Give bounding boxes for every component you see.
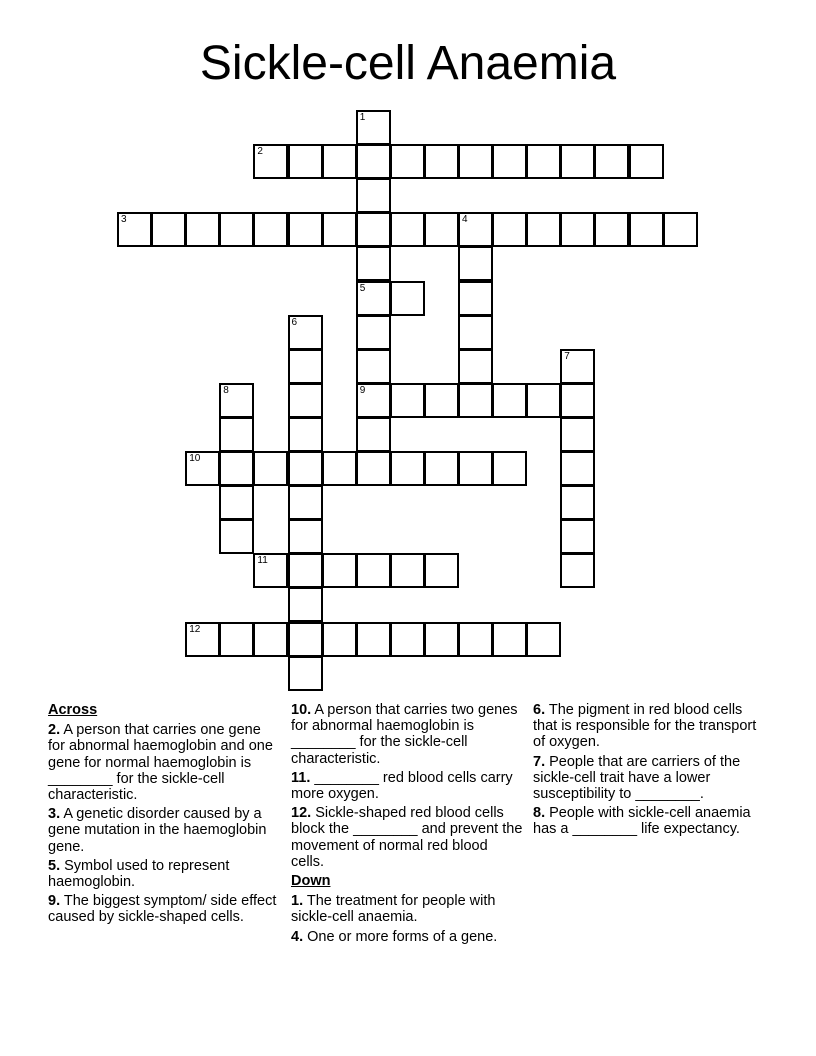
grid-cell[interactable]	[560, 417, 595, 452]
grid-cell[interactable]	[288, 349, 323, 384]
grid-cell[interactable]	[356, 553, 391, 588]
grid-cell[interactable]	[288, 485, 323, 520]
grid-cell[interactable]	[390, 451, 425, 486]
grid-cell[interactable]	[117, 212, 152, 247]
clue-down-1: 1. The treatment for people with sickle-cell anaemia.	[291, 893, 496, 926]
across-heading: Across	[48, 702, 98, 718]
grid-cell[interactable]	[253, 144, 288, 179]
grid-cell[interactable]	[492, 451, 527, 486]
grid-cell[interactable]	[219, 485, 254, 520]
grid-cell[interactable]	[663, 212, 698, 247]
grid-cell[interactable]	[458, 622, 493, 657]
clue-number: 6	[291, 316, 298, 328]
grid-cell[interactable]	[288, 587, 323, 622]
clue-across-10: 10. A person that carries two genes for abnormal haemoglobin is ________ for the sickle-cell characteristic.	[291, 702, 518, 767]
grid-cell[interactable]	[356, 315, 391, 350]
grid-cell[interactable]	[458, 281, 493, 316]
grid-cell[interactable]	[356, 451, 391, 486]
grid-cell[interactable]	[288, 622, 323, 657]
grid-cell[interactable]	[458, 383, 493, 418]
grid-cell[interactable]	[356, 417, 391, 452]
grid-cell[interactable]	[424, 144, 459, 179]
grid-cell[interactable]	[288, 315, 323, 350]
grid-cell[interactable]	[288, 553, 323, 588]
grid-cell[interactable]	[356, 383, 391, 418]
grid-cell[interactable]	[492, 622, 527, 657]
grid-cell[interactable]	[253, 212, 288, 247]
clue-number: 8	[223, 384, 229, 396]
grid-cell[interactable]	[219, 383, 254, 418]
grid-cell[interactable]	[560, 212, 595, 247]
clue-number: 7	[564, 350, 570, 362]
clue-down-6: 6. The pigment in red blood cells that is responsible for the transport of oxygen.	[533, 702, 757, 751]
grid-cell[interactable]	[288, 383, 323, 418]
grid-cell[interactable]	[458, 451, 493, 486]
grid-cell[interactable]	[390, 383, 425, 418]
grid-cell[interactable]	[424, 212, 459, 247]
grid-cell[interactable]	[458, 144, 493, 179]
grid-cell[interactable]	[526, 212, 561, 247]
grid-cell[interactable]	[458, 246, 493, 281]
grid-cell[interactable]	[424, 383, 459, 418]
grid-cell[interactable]	[219, 417, 254, 452]
grid-cell[interactable]	[629, 212, 664, 247]
clue-number: 2	[257, 146, 263, 158]
grid-cell[interactable]	[492, 383, 527, 418]
grid-cell[interactable]	[288, 212, 323, 247]
grid-cell[interactable]	[219, 622, 254, 657]
grid-cell[interactable]	[356, 246, 391, 281]
grid-cell[interactable]	[390, 622, 425, 657]
clue-across-5: 5. Symbol used to represent haemoglobin.	[48, 857, 230, 891]
grid-cell[interactable]	[356, 144, 391, 179]
grid-cell[interactable]	[526, 144, 561, 179]
clue-down-8: 8. People with sickle-cell anaemia has a ________ life expectancy.	[533, 805, 751, 838]
clue-down-4: 4. One or more forms of a gene.	[291, 928, 498, 945]
clue-across-2: 2. A person that carries one gene for abnormal haemoglobin and one gene for normal haemoglobin is ________ for the sickle-cell characteristic.	[48, 722, 273, 804]
grid-cell[interactable]	[594, 212, 629, 247]
grid-cell[interactable]	[322, 622, 357, 657]
clues-column-2	[291, 702, 523, 948]
grid-cell[interactable]	[356, 110, 391, 145]
grid-cell[interactable]	[424, 553, 459, 588]
puzzle-title: Sickle-cell Anaemia	[199, 37, 617, 90]
clue-number: 12	[189, 623, 201, 635]
grid-cell[interactable]	[560, 451, 595, 486]
clue-number: 3	[121, 214, 127, 226]
grid-cell[interactable]	[151, 212, 186, 247]
grid-cell[interactable]	[560, 383, 595, 418]
grid-cell[interactable]	[560, 144, 595, 179]
grid-cell[interactable]	[390, 553, 425, 588]
grid-cell[interactable]	[356, 349, 391, 384]
clue-number: 11	[257, 555, 268, 567]
clue-across-12: 12. Sickle-shaped red blood cells block the ________ and prevent the movement of normal red blood cells.	[291, 805, 523, 870]
grid-cell[interactable]	[458, 315, 493, 350]
grid-cell[interactable]	[458, 349, 493, 384]
grid-cell[interactable]	[219, 451, 254, 486]
grid-cell[interactable]	[390, 144, 425, 179]
grid-cell[interactable]	[560, 519, 595, 554]
grid-cell[interactable]	[356, 281, 391, 316]
grid-cell[interactable]	[492, 144, 527, 179]
clue-number: 1	[359, 112, 366, 123]
clue-across-9: 9. The biggest symptom/ side effect caused by sickle-shaped cells.	[48, 893, 277, 926]
clues-column-1	[48, 702, 280, 929]
grid-cell[interactable]	[288, 144, 323, 179]
grid-cell[interactable]	[219, 519, 254, 554]
grid-cell[interactable]	[526, 622, 561, 657]
grid-cell[interactable]	[253, 622, 288, 657]
grid-cell[interactable]	[219, 212, 254, 247]
grid-cell[interactable]	[390, 281, 425, 316]
grid-cell[interactable]	[288, 656, 323, 691]
grid-cell[interactable]	[288, 519, 323, 554]
down-heading: Down	[291, 873, 331, 890]
grid-cell[interactable]	[356, 178, 391, 213]
clue-across-11: 11. ________ red blood cells carry more oxygen.	[291, 769, 513, 803]
grid-cell[interactable]	[322, 212, 357, 247]
grid-cell[interactable]	[185, 622, 220, 657]
clue-number: 10	[189, 453, 201, 464]
grid-cell[interactable]	[253, 553, 288, 588]
grid-cell[interactable]	[322, 553, 357, 588]
clue-number: 4	[462, 214, 468, 226]
grid-cell[interactable]	[458, 212, 493, 247]
grid-cell[interactable]	[390, 212, 425, 247]
grid-cell[interactable]	[629, 144, 664, 179]
grid-cell[interactable]	[526, 383, 561, 418]
grid-cell[interactable]	[492, 212, 527, 247]
grid-cell[interactable]	[253, 451, 288, 486]
clue-number: 5	[359, 282, 366, 294]
clue-across-3: 3. A genetic disorder caused by a gene mutation in the haemoglobin gene.	[48, 806, 267, 855]
grid-cell[interactable]	[424, 622, 459, 657]
grid-cell[interactable]	[560, 349, 595, 384]
clue-number: 9	[359, 384, 366, 396]
grid-cell[interactable]	[424, 451, 459, 486]
grid-cell[interactable]	[560, 553, 595, 588]
grid-cell[interactable]	[288, 417, 323, 452]
clue-down-7: 7. People that are carriers of the sickle-cell trait have a lower susceptibility to ________.	[533, 753, 741, 803]
grid-cell[interactable]	[288, 451, 323, 486]
clues-column-3	[533, 702, 765, 841]
grid-cell[interactable]	[594, 144, 629, 179]
grid-cell[interactable]	[356, 622, 391, 657]
grid-cell[interactable]	[356, 212, 391, 247]
grid-cell[interactable]	[560, 485, 595, 520]
grid-cell[interactable]	[185, 212, 220, 247]
grid-cell[interactable]	[185, 451, 220, 486]
grid-cell[interactable]	[322, 451, 357, 486]
grid-cell[interactable]	[322, 144, 357, 179]
